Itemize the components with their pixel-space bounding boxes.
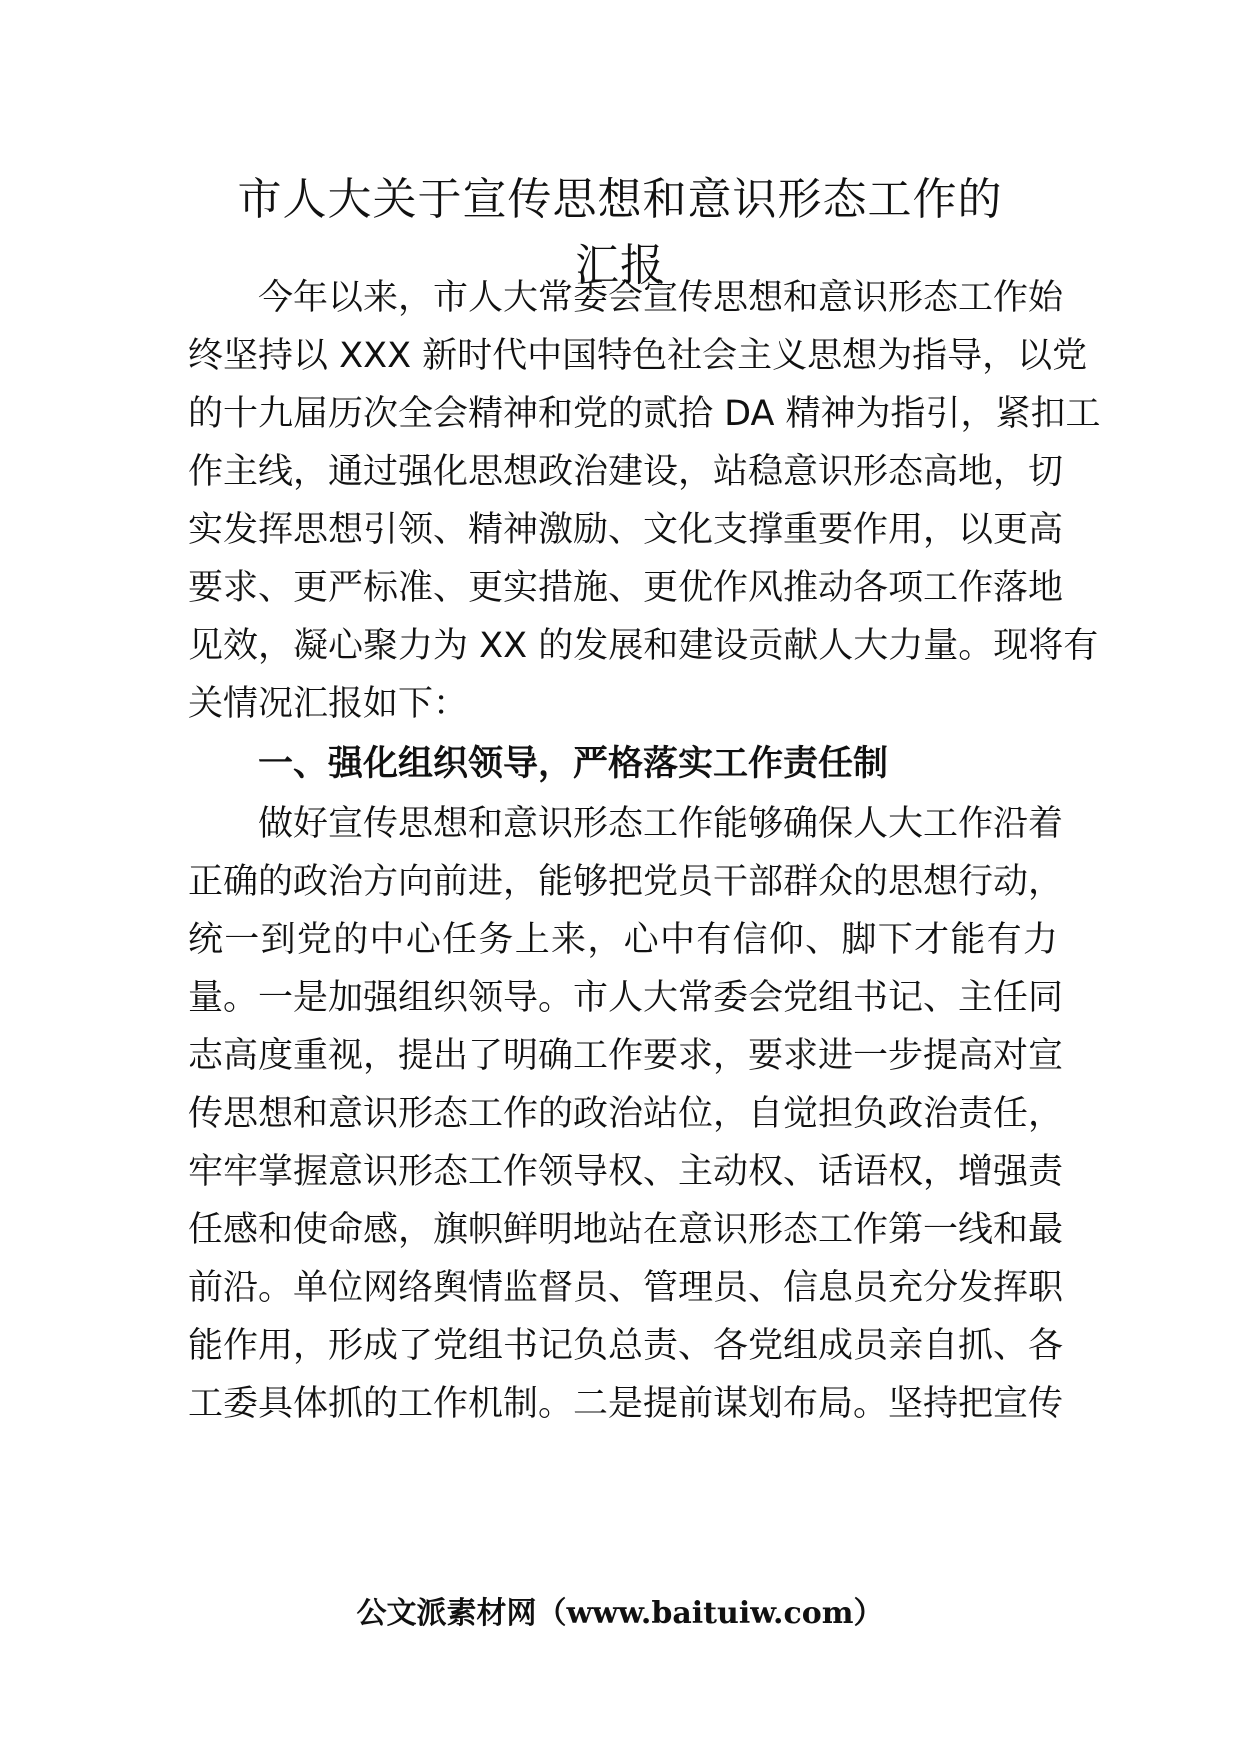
paragraph-2-line: 正确的政治方向前进，能够把党员干部群众的思想行动， (188, 862, 1064, 902)
paragraph-1-line: 见效，凝心聚力为 XX 的发展和建设贡献人大力量。现将有 (188, 626, 1099, 666)
section-heading: 一、强化组织领导，严格落实工作责任制 (258, 744, 889, 784)
paragraph-2-line: 做好宣传思想和意识形态工作能够确保人大工作沿着 (258, 804, 1064, 844)
document-title-continued: 汇报 (575, 240, 665, 291)
paragraph-2-line: 牢牢掌握意识形态工作领导权、主动权、话语权，增强责 (188, 1152, 1064, 1192)
paragraph-2-line: 统一到党的中心任务上来，心中有信仰、脚下才能有力 (188, 920, 1058, 960)
paragraph-2-line: 传思想和意识形态工作的政治站位，自觉担负政治责任， (188, 1094, 1064, 1134)
paragraph-2-line: 任感和使命感，旗帜鲜明地站在意识形态工作第一线和最 (188, 1210, 1064, 1250)
paragraph-1-line: 关情况汇报如下： (188, 684, 469, 724)
paragraph-1-line: 的十九届历次全会精神和党的贰拾 DA 精神为指引，紧扣工 (188, 394, 1101, 434)
paragraph-2-line: 工委具体抓的工作机制。二是提前谋划布局。坚持把宣传 (188, 1384, 1064, 1424)
paragraph-1-line: 要求、更严标准、更实措施、更优作风推动各项工作落地 (188, 568, 1064, 608)
paragraph-2-line: 能作用，形成了党组书记负总责、各党组成员亲自抓、各 (188, 1326, 1064, 1366)
paragraph-1-line: 作主线，通过强化思想政治建设，站稳意识形态高地，切 (188, 452, 1064, 492)
paragraph-2-line: 量。一是加强组织领导。市人大常委会党组书记、主任同 (188, 978, 1064, 1018)
paragraph-1-line: 实发挥思想引领、精神激励、文化支撑重要作用，以更高 (188, 510, 1064, 550)
footer-watermark-text: 公文派素材网（www.baituiw.com） (356, 1596, 884, 1631)
paragraph-2-line: 前沿。单位网络舆情监督员、管理员、信息员充分发挥职 (188, 1268, 1064, 1308)
paragraph-1-line: 今年以来，市人大常委会宣传思想和意识形态工作始 (258, 278, 1064, 318)
document-title: 市人大关于宣传思想和意识形态工作的 (237, 174, 1003, 225)
paragraph-1-line: 终坚持以 XXX 新时代中国特色社会主义思想为指导，以党 (188, 336, 1088, 376)
paragraph-2-line: 志高度重视，提出了明确工作要求，要求进一步提高对宣 (188, 1036, 1064, 1076)
